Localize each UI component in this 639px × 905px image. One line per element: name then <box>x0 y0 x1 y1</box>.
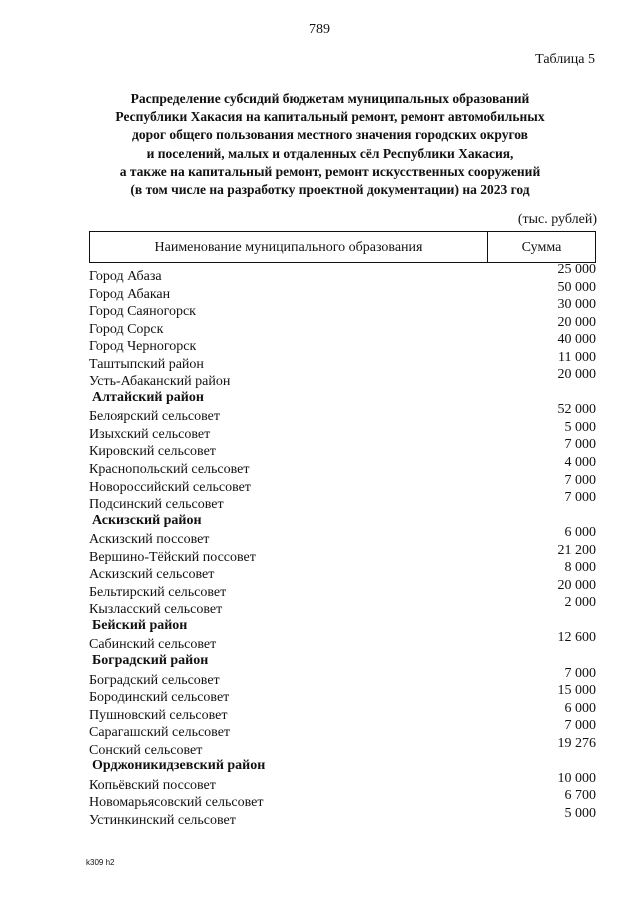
subsidy-amount: 4 000 <box>564 455 596 471</box>
municipality-name: Город Саяногорск <box>89 304 196 320</box>
municipality-name: Краснопольский сельсовет <box>89 462 250 478</box>
subsidy-amount: 2 000 <box>564 595 596 611</box>
table-row <box>89 490 596 513</box>
title-line: и поселений, малых и отдаленных сёл Республики Хакасия, <box>146 145 514 161</box>
table-row <box>89 560 596 583</box>
subsidy-amount: 7 000 <box>564 437 596 453</box>
municipality-name: Бельтирский сельсовет <box>89 584 227 600</box>
subsidy-amount: 30 000 <box>557 297 596 313</box>
municipality-name: Боградский сельсовет <box>89 672 220 688</box>
table-row <box>89 262 596 284</box>
subsidy-amount: 40 000 <box>557 332 596 348</box>
table-row <box>89 332 596 355</box>
subsidy-amount: 8 000 <box>564 560 596 576</box>
column-header-name: Наименование муниципального образования <box>90 232 488 262</box>
table-row <box>89 525 596 548</box>
municipality-name: Пушновский сельсовет <box>89 707 228 723</box>
municipality-name: Сонский сельсовет <box>89 742 203 758</box>
table-row <box>89 419 596 442</box>
district-name: Орджоникидзевский район <box>92 758 266 774</box>
district-name: Боградский район <box>92 653 209 669</box>
municipality-name: Белоярский сельсовет <box>89 409 220 425</box>
table-row <box>89 595 596 618</box>
title-line: Распределение субсидий бюджетам муниципальных образований <box>130 91 530 106</box>
table-row <box>89 735 596 758</box>
subsidy-amount: 7 000 <box>564 665 596 681</box>
table-row <box>89 700 596 723</box>
municipality-name: Таштыпский район <box>89 356 204 372</box>
municipality-name: Вершино-Тёйский поссовет <box>89 549 256 565</box>
municipality-name: Аскизский сельсовет <box>89 567 215 583</box>
table-row <box>89 455 596 478</box>
district-name: Бейский район <box>92 617 188 633</box>
table-row <box>89 665 596 688</box>
table-header <box>89 231 596 263</box>
municipality-name: Город Абаза <box>89 269 162 284</box>
district-header-row <box>89 617 596 635</box>
subsidy-amount: 15 000 <box>557 683 596 699</box>
table-row <box>89 437 596 460</box>
district-name: Аскизский район <box>92 512 202 528</box>
municipality-name: Кызласский сельсовет <box>89 602 223 618</box>
subsidy-amount: 50 000 <box>557 279 596 295</box>
footer-code: k309 h2 <box>86 858 115 867</box>
municipality-name: Сарагашский сельсовет <box>89 725 231 741</box>
document-title <box>60 90 600 199</box>
district-header-row <box>89 652 596 670</box>
table-row <box>89 770 596 793</box>
title-line: дорог общего пользования местного значения городских округов <box>132 127 528 143</box>
subsidy-amount: 5 000 <box>564 805 596 821</box>
table-row <box>89 788 596 811</box>
municipality-name: Усть-Абаканский район <box>89 374 231 390</box>
table-row <box>89 718 596 741</box>
subsidy-amount: 6 700 <box>564 788 596 804</box>
title-line: а также на капитальный ремонт, ремонт искусственных сооружений <box>119 163 541 179</box>
municipality-name: Город Черногорск <box>89 339 197 355</box>
table-row <box>89 630 596 653</box>
subsidy-amount: 7 000 <box>564 472 596 488</box>
subsidy-amount: 6 000 <box>564 525 596 541</box>
table-row <box>89 279 596 302</box>
district-header-row <box>89 512 596 530</box>
table-row <box>89 367 596 390</box>
municipality-name: Новомарьясовский сельсовет <box>89 795 264 811</box>
district-header-row <box>89 757 596 775</box>
title-line: Республики Хакасия на капитальный ремонт, ремонт автомобильных <box>115 109 545 125</box>
subsidy-amount: 5 000 <box>564 419 596 435</box>
subsidy-amount: 20 000 <box>557 367 596 383</box>
municipality-name: Новороссийский сельсовет <box>89 479 251 495</box>
table-row <box>89 805 596 828</box>
table-row <box>89 472 596 495</box>
subsidy-amount: 10 000 <box>557 770 596 786</box>
subsidy-amount: 11 000 <box>558 349 596 365</box>
table-row <box>89 577 596 600</box>
subsidy-amount: 19 276 <box>557 735 596 751</box>
table-row <box>89 297 596 320</box>
municipality-name: Город Сорск <box>89 321 164 337</box>
column-header-sum: Сумма <box>521 240 562 255</box>
subsidy-amount: 52 000 <box>557 402 596 418</box>
subsidy-amount: 7 000 <box>564 718 596 734</box>
municipality-name: Аскизский поссовет <box>89 532 210 548</box>
page-number: 789 <box>309 22 330 37</box>
table-row <box>89 314 596 337</box>
table-row <box>89 542 596 565</box>
municipality-name: Изыхский сельсовет <box>89 426 211 442</box>
subsidy-amount: 12 600 <box>557 630 596 646</box>
municipality-name: Бородинский сельсовет <box>89 690 230 706</box>
district-name: Алтайский район <box>92 389 204 405</box>
subsidy-amount: 7 000 <box>564 490 596 506</box>
table-body <box>89 262 596 828</box>
table-row <box>89 402 596 425</box>
district-header-row <box>89 389 596 407</box>
municipality-name: Кировский сельсовет <box>89 444 216 460</box>
subsidy-amount: 20 000 <box>557 314 596 330</box>
subsidy-amount: 25 000 <box>557 262 596 277</box>
municipality-name: Сабинский сельсовет <box>89 637 217 653</box>
municipality-name: Устинкинский сельсовет <box>89 812 236 828</box>
subsidy-amount: 6 000 <box>564 700 596 716</box>
subsidy-amount: 20 000 <box>557 577 596 593</box>
municipality-name: Копьёвский поссовет <box>89 777 216 793</box>
table-label: Таблица 5 <box>535 52 595 67</box>
units-label: (тыс. рублей) <box>517 212 597 227</box>
municipality-name: Город Абакан <box>89 286 171 302</box>
table-row <box>89 683 596 706</box>
municipality-name: Подсинский сельсовет <box>89 497 224 513</box>
subsidy-amount: 21 200 <box>557 542 596 558</box>
title-line: (в том числе на разработку проектной документации) на 2023 год <box>130 182 530 198</box>
table-row <box>89 349 596 372</box>
